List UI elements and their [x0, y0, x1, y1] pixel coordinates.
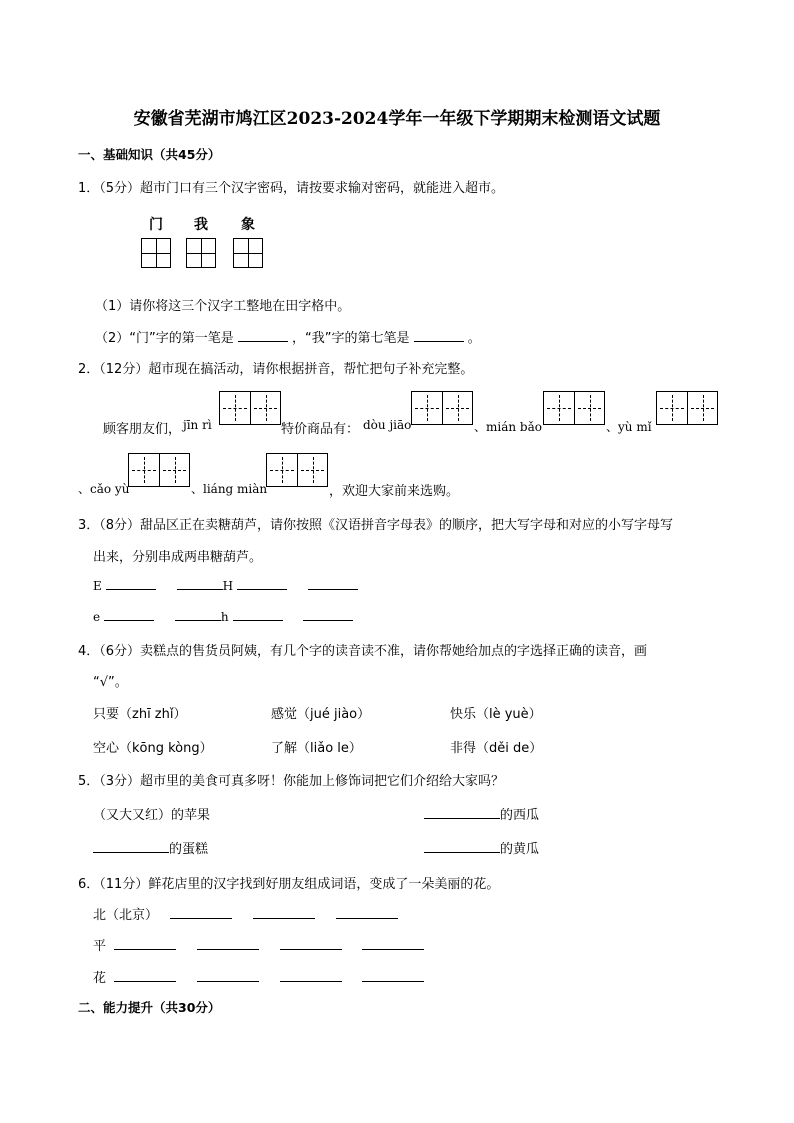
- answer-blank[interactable]: [238, 329, 288, 342]
- pronunciation-item[interactable]: 快乐（lè yuè）: [450, 707, 542, 722]
- pronunciation-item[interactable]: 空心（kōng kòng）: [93, 741, 213, 756]
- lowercase-e: e: [93, 610, 101, 624]
- page-title: 安徽省芜湖市鸠江区2023-2024学年一年级下学期期末检测语文试题: [133, 109, 661, 129]
- lowercase-h: h: [220, 610, 229, 624]
- answer-blank[interactable]: [170, 906, 232, 919]
- word-row-bei: [93, 904, 398, 923]
- answer-blank[interactable]: [424, 806, 500, 819]
- writing-grid-doujiao[interactable]: [411, 391, 473, 425]
- example-phrase: （又大又红）的苹果: [93, 808, 211, 823]
- pinyin-yumi: 、yù mǐ: [606, 420, 652, 434]
- question-2-mid: 特价商品有：: [281, 422, 360, 437]
- question-3-stem-line2: 出来，分别串成两串糖葫芦。: [93, 550, 263, 565]
- uppercase-e: E: [93, 579, 102, 593]
- phrase-label: 的蛋糕: [169, 842, 209, 857]
- tianzige-box-3[interactable]: [233, 238, 263, 268]
- answer-blank[interactable]: [106, 577, 156, 590]
- section-heading-basic: 一、基础知识（共45分）: [78, 147, 221, 162]
- section-heading-ability: 二、能力提升（共30分）: [78, 1000, 221, 1015]
- uppercase-row: [93, 577, 358, 594]
- answer-blank[interactable]: [336, 906, 398, 919]
- sub2-text-a: （2）“门”字的第一笔是: [95, 331, 234, 346]
- answer-blank[interactable]: [177, 577, 223, 590]
- answer-blank[interactable]: [280, 969, 342, 982]
- phrase-label: 的黄瓜: [500, 842, 540, 857]
- question-2-stem: 2．（12分）超市现在搞活动，请你根据拼音，帮忙把句子补充完整。: [78, 362, 474, 377]
- answer-blank[interactable]: [93, 840, 169, 853]
- pronunciation-item[interactable]: 只要（zhī zhǐ）: [93, 707, 187, 722]
- question-6-stem: 6．（11分）鲜花店里的汉字找到好朋友组成词语，变成了一朵美丽的花。: [78, 877, 500, 892]
- sub2-text-b: ，“我”字的第七笔是: [292, 331, 410, 346]
- question-2-end: ，欢迎大家前来选购。: [329, 484, 460, 499]
- answer-blank[interactable]: [424, 840, 500, 853]
- tianzige-box-2[interactable]: [186, 238, 216, 268]
- row-label: 平: [93, 939, 107, 954]
- question-5-stem: 5．（3分）超市里的美食可真多呀！你能加上修饰词把它们介绍给大家吗？: [78, 774, 505, 789]
- lowercase-row: [93, 608, 353, 625]
- word-row-ping: [93, 935, 424, 954]
- answer-blank[interactable]: [197, 937, 259, 950]
- answer-blank[interactable]: [114, 937, 176, 950]
- char-xiang: 象: [241, 217, 255, 233]
- phrase-watermelon: [424, 804, 539, 823]
- phrase-cake: [93, 838, 208, 857]
- writing-grid-caoyu[interactable]: [128, 453, 190, 487]
- question-1-stem: 1．（5分）超市门口有三个汉字密码，请按要求输对密码，就能进入超市。: [78, 181, 505, 196]
- row-label: 花: [93, 971, 107, 986]
- char-men: 门: [149, 217, 163, 233]
- word-row-hua: [93, 967, 424, 986]
- writing-grid-yumi[interactable]: [656, 391, 718, 425]
- question-2-intro: 顾客朋友们，: [103, 422, 182, 437]
- pronunciation-item[interactable]: 感觉（jué jiào）: [271, 707, 371, 722]
- question-4-stem-line2: “√”。: [93, 675, 128, 690]
- writing-grid-jinri[interactable]: [219, 391, 281, 425]
- sub2-text-c: 。: [467, 331, 481, 346]
- char-wo: 我: [194, 217, 208, 233]
- uppercase-h: H: [222, 579, 234, 593]
- writing-grid-mianbao[interactable]: [543, 391, 605, 425]
- question-3-stem-line1: 3．（8分）甜品区正在卖糖葫芦，请你按照《汉语拼音字母表》的顺序，把大写字母和对应的小写字母写: [78, 518, 674, 533]
- pinyin-caoyu: 、cǎo yù: [78, 482, 130, 496]
- pinyin-liangmian: 、liáng miàn: [191, 482, 268, 496]
- answer-blank[interactable]: [197, 969, 259, 982]
- pinyin-jinri: jīn rì: [183, 418, 212, 432]
- writing-grid-liangmian[interactable]: [266, 453, 328, 487]
- pronunciation-item[interactable]: 非得（děi de）: [450, 741, 543, 756]
- tianzige-box-1[interactable]: [141, 238, 171, 268]
- question-1-sub1: （1）请你将这三个汉字工整地在田字格中。: [95, 299, 351, 314]
- question-1-sub2: [95, 327, 481, 346]
- phrase-label: 的西瓜: [500, 808, 540, 823]
- answer-blank[interactable]: [237, 577, 287, 590]
- pinyin-mianbao: 、mián bǎo: [474, 420, 542, 434]
- answer-blank[interactable]: [280, 937, 342, 950]
- pronunciation-item[interactable]: 了解（liǎo le）: [271, 741, 362, 756]
- answer-blank[interactable]: [308, 577, 358, 590]
- answer-blank[interactable]: [253, 906, 315, 919]
- answer-blank[interactable]: [303, 608, 353, 621]
- answer-blank[interactable]: [362, 937, 424, 950]
- question-4-stem-line1: 4．（6分）卖糕点的售货员阿姨，有几个字的读音读不准，请你帮她给加点的字选择正确的读音，画: [78, 644, 648, 659]
- row-label: 北（北京）: [93, 908, 159, 923]
- answer-blank[interactable]: [414, 329, 464, 342]
- answer-blank[interactable]: [362, 969, 424, 982]
- answer-blank[interactable]: [104, 608, 154, 621]
- phrase-cucumber: [424, 838, 539, 857]
- answer-blank[interactable]: [114, 969, 176, 982]
- answer-blank[interactable]: [233, 608, 283, 621]
- answer-blank[interactable]: [175, 608, 221, 621]
- pinyin-doujiao: dòu jiāo: [363, 418, 412, 432]
